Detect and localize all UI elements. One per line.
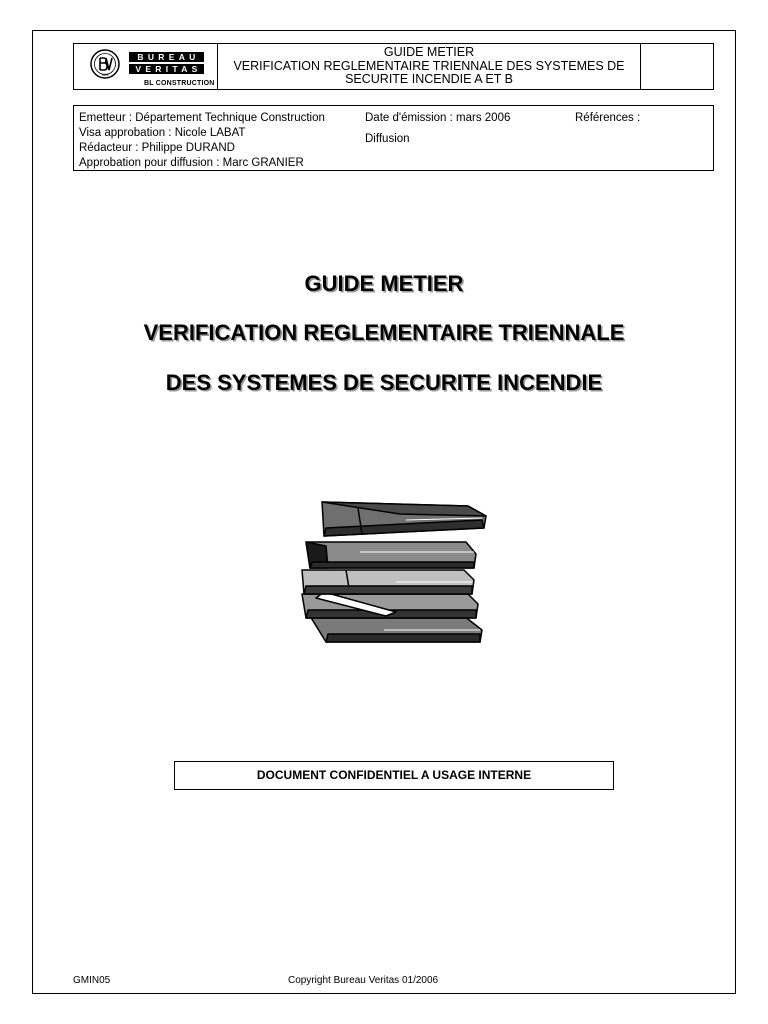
header-title-line2: VERIFICATION REGLEMENTAIRE TRIENNALE DES SYSTEMES DE [233, 58, 625, 73]
main-title-verification: VERIFICATION REGLEMENTAIRE TRIENNALE [143, 320, 625, 345]
logo-word-bureau: BUREAU [129, 52, 204, 62]
document-code: GMIN05 [73, 975, 111, 986]
copyright: Copyright Bureau Veritas 01/2006 [288, 975, 439, 986]
redacteur: Rédacteur : Philippe DURAND [79, 142, 235, 154]
emetteur: Emetteur : Département Technique Construction [79, 112, 325, 124]
seal-year: 1828 [101, 73, 109, 78]
logo-division: BL CONSTRUCTION [144, 80, 215, 87]
header-table [73, 43, 714, 90]
approbation-diffusion: Approbation pour diffusion : Marc GRANIER [79, 157, 304, 169]
references: Références : [575, 112, 641, 124]
visa-approbation: Visa approbation : Nicole LABAT [79, 127, 246, 139]
logo-word-veritas: VERITAS [129, 64, 204, 74]
header-title [218, 44, 641, 89]
logo-wordmark [129, 52, 204, 76]
bureau-veritas-logo [74, 44, 218, 89]
bureau-veritas-seal-icon [90, 49, 120, 79]
date-emission: Date d'émission : mars 2006 [365, 112, 511, 124]
confidential-notice: DOCUMENT CONFIDENTIEL A USAGE INTERNE [174, 761, 614, 790]
header-blank-cell [641, 44, 713, 89]
books-stack-illustration [296, 492, 492, 652]
diffusion: Diffusion [365, 133, 410, 145]
main-title-systemes: DES SYSTEMES DE SECURITE INCENDIE [165, 370, 603, 395]
main-title-guide-metier: GUIDE METIER [304, 271, 464, 296]
info-table [73, 105, 714, 171]
header-title-line3: SECURITE INCENDIE A ET B [345, 72, 513, 87]
header-title-line1: GUIDE METIER [383, 45, 475, 60]
